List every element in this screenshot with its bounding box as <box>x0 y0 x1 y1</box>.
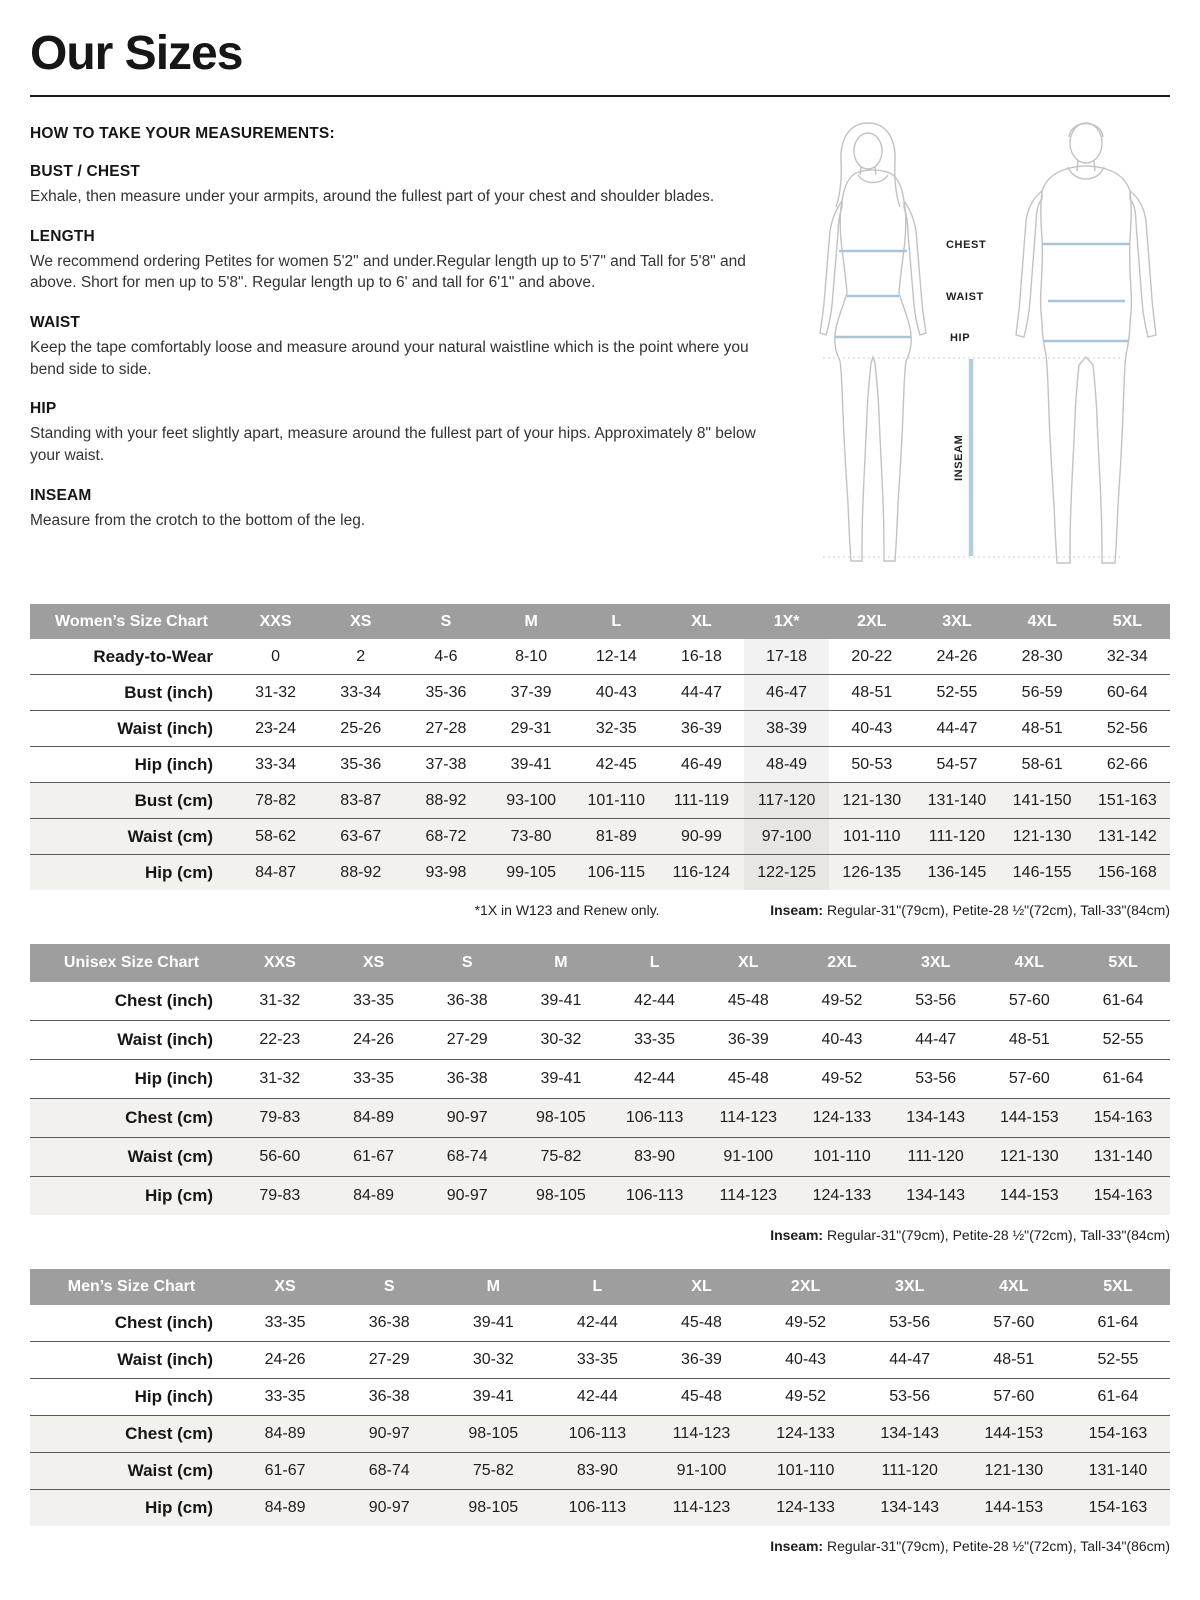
size-cell: 98-105 <box>514 1099 608 1138</box>
size-cell: 101-110 <box>754 1453 858 1490</box>
size-cell: 33-35 <box>327 1060 421 1099</box>
size-cell: 39-41 <box>441 1379 545 1416</box>
size-cell: 98-105 <box>441 1416 545 1453</box>
size-cell: 79-83 <box>233 1099 327 1138</box>
table-row <box>30 639 1170 675</box>
size-cell: 84-89 <box>327 1099 421 1138</box>
size-cell: 4-6 <box>434 647 458 665</box>
size-cell: 61-67 <box>327 1138 421 1177</box>
column-header-4xl: 4XL <box>962 1269 1066 1305</box>
size-cell: 45-48 <box>727 992 769 1009</box>
mens-size-chart-section <box>30 1269 1170 1554</box>
size-cell: 134-143 <box>889 1099 983 1138</box>
size-cell: 37-38 <box>403 747 488 783</box>
size-cell: 32-34 <box>1106 647 1148 665</box>
size-cell: 134-143 <box>858 1416 962 1453</box>
size-cell: 154-163 <box>1076 1177 1170 1216</box>
table-row <box>30 1177 1170 1216</box>
size-cell: 45-48 <box>701 1060 795 1099</box>
size-cell: 146-155 <box>1000 855 1085 891</box>
size-cell: 49-52 <box>754 1379 858 1416</box>
size-cell: 44-47 <box>914 711 999 747</box>
column-header-xl: XL <box>659 604 744 639</box>
size-cell: 24-26 <box>327 1021 421 1060</box>
size-cell: 48-51 <box>829 675 914 711</box>
size-cell: 88-92 <box>403 783 488 819</box>
row-label: Chest (inch) <box>114 991 213 1010</box>
table-footnote <box>30 1227 1170 1243</box>
column-header-2xl: 2XL <box>754 1269 858 1305</box>
section-body-inseam: Measure from the crotch to the bottom of the leg. <box>30 511 366 529</box>
row-label: Hip (cm) <box>30 1177 233 1216</box>
size-cell: 68-72 <box>403 819 488 855</box>
size-cell: 48-51 <box>1000 711 1085 747</box>
table-row <box>30 1342 1170 1379</box>
column-header-xs: XS <box>327 944 421 982</box>
column-header-4xl: 4XL <box>1000 604 1085 639</box>
size-cell: 131-142 <box>1085 819 1170 855</box>
size-cell: 61-64 <box>1066 1379 1170 1416</box>
section-body-bust-chest: Exhale, then measure under your armpits, around the fullest part of your chest and shoulder blades. <box>30 188 715 205</box>
size-cell: 16-18 <box>680 647 722 665</box>
column-header-s: S <box>420 944 514 982</box>
size-cell: 50-53 <box>829 747 914 783</box>
column-header-l: L <box>574 604 659 639</box>
size-cell: 122-125 <box>744 855 829 891</box>
size-cell: 151-163 <box>1085 783 1170 819</box>
row-label: Chest (cm) <box>30 1416 233 1453</box>
size-cell: 52-55 <box>914 675 999 711</box>
size-cell: 83-87 <box>318 783 403 819</box>
size-cell: 106-113 <box>608 1177 702 1216</box>
column-header-xs: XS <box>233 1269 337 1305</box>
size-cell: 36-39 <box>649 1342 753 1379</box>
size-table <box>30 1269 1170 1526</box>
row-label: Hip (inch) <box>30 1379 233 1416</box>
size-cell: 24-26 <box>233 1342 337 1379</box>
size-cell: 45-48 <box>681 1314 722 1331</box>
column-header-3xl: 3XL <box>858 1269 962 1305</box>
chest-label: CHEST <box>946 239 987 251</box>
row-label: Waist (inch) <box>30 711 233 747</box>
hip-label: HIP <box>950 332 971 344</box>
size-cell: 63-67 <box>318 819 403 855</box>
table-row <box>30 819 1170 855</box>
size-cell: 57-60 <box>993 1314 1035 1331</box>
size-cell: 12-14 <box>595 647 637 665</box>
size-cell: 36-39 <box>659 711 744 747</box>
size-cell: 101-110 <box>795 1138 889 1177</box>
male-figure <box>1016 123 1156 563</box>
size-cell: 44-47 <box>889 1021 983 1060</box>
size-cell: 48-51 <box>983 1021 1077 1060</box>
row-label: Hip (inch) <box>30 747 233 783</box>
size-cell: 114-123 <box>649 1416 753 1453</box>
table-footnote <box>30 1538 1170 1554</box>
table-row <box>30 1490 1170 1527</box>
size-table <box>30 944 1170 1215</box>
size-cell: 33-35 <box>545 1342 649 1379</box>
size-cell: 61-64 <box>1097 1314 1139 1331</box>
table-row <box>30 1060 1170 1099</box>
size-cell: 131-140 <box>1066 1453 1170 1490</box>
size-cell: 101-110 <box>574 783 659 819</box>
size-cell: 31-32 <box>233 1060 327 1099</box>
size-cell: 144-153 <box>962 1416 1066 1453</box>
column-header-3xl: 3XL <box>914 604 999 639</box>
size-cell: 114-123 <box>701 1177 795 1216</box>
column-header-l: L <box>545 1269 649 1305</box>
table-row <box>30 1453 1170 1490</box>
size-cell: 0 <box>271 647 281 665</box>
footnote-note: *1X in W123 and Renew only. <box>474 902 660 918</box>
size-cell: 31-32 <box>233 675 318 711</box>
size-cell: 36-39 <box>701 1021 795 1060</box>
size-cell: 134-143 <box>858 1490 962 1527</box>
size-cell: 33-34 <box>318 675 403 711</box>
size-cell: 111-119 <box>659 783 744 819</box>
size-cell: 154-163 <box>1066 1490 1170 1527</box>
size-cell: 126-135 <box>829 855 914 891</box>
size-cell: 49-52 <box>785 1314 827 1331</box>
row-label: Waist (cm) <box>30 1453 233 1490</box>
female-figure <box>820 123 926 561</box>
size-cell: 98-105 <box>441 1490 545 1527</box>
table-footnote <box>30 902 1170 918</box>
row-label: Hip (cm) <box>30 855 233 891</box>
size-cell: 156-168 <box>1085 855 1170 891</box>
row-label: Chest (cm) <box>30 1099 233 1138</box>
size-cell: 83-90 <box>608 1138 702 1177</box>
size-cell: 111-120 <box>889 1138 983 1177</box>
size-cell: 53-56 <box>889 1314 931 1331</box>
size-cell: 54-57 <box>914 747 999 783</box>
size-cell: 56-60 <box>233 1138 327 1177</box>
size-cell: 91-100 <box>701 1138 795 1177</box>
row-label: Hip (inch) <box>30 1060 233 1099</box>
size-cell: 40-43 <box>574 675 659 711</box>
table-row <box>30 855 1170 891</box>
size-cell: 114-123 <box>701 1099 795 1138</box>
column-header-xl: XL <box>649 1269 753 1305</box>
size-cell: 106-113 <box>545 1490 649 1527</box>
size-cell: 121-130 <box>962 1453 1066 1490</box>
section-heading-inseam: INSEAM <box>30 486 92 504</box>
column-header-xxs: XXS <box>233 944 327 982</box>
size-cell: 33-35 <box>608 1021 702 1060</box>
size-cell: 121-130 <box>829 783 914 819</box>
size-cell: 40-43 <box>829 711 914 747</box>
table-title: Women’s Size Chart <box>30 604 233 639</box>
womens-size-chart-section <box>30 604 1170 918</box>
size-cell: 23-24 <box>233 711 318 747</box>
size-cell: 32-35 <box>574 711 659 747</box>
table-row <box>30 1138 1170 1177</box>
size-cell: 61-64 <box>1076 1060 1170 1099</box>
size-cell: 58-62 <box>233 819 318 855</box>
size-cell: 84-89 <box>233 1490 337 1527</box>
size-cell: 141-150 <box>1000 783 1085 819</box>
size-cell: 52-55 <box>1076 1021 1170 1060</box>
size-cell: 20-22 <box>851 647 893 665</box>
column-header-m: M <box>514 944 608 982</box>
section-body-hip: Standing with your feet slightly apart, measure around the fullest part of your hips. Approximately 8" below your waist. <box>30 425 756 465</box>
size-cell: 90-97 <box>337 1416 441 1453</box>
size-cell: 27-29 <box>420 1021 514 1060</box>
size-cell: 57-60 <box>983 1060 1077 1099</box>
column-header-5xl: 5XL <box>1066 1269 1170 1305</box>
size-cell: 42-44 <box>576 1314 618 1331</box>
unisex-size-chart-section <box>30 944 1170 1243</box>
size-cell: 42-44 <box>634 992 676 1009</box>
size-cell: 46-49 <box>659 747 744 783</box>
row-label: Ready-to-Wear <box>93 646 213 666</box>
size-cell: 53-56 <box>915 992 957 1009</box>
waist-label: WAIST <box>946 291 984 303</box>
size-cell: 40-43 <box>795 1021 889 1060</box>
size-cell: 106-115 <box>574 855 659 891</box>
size-cell: 144-153 <box>983 1099 1077 1138</box>
section-heading-bust-chest: BUST / CHEST <box>30 163 141 180</box>
table-row <box>30 1099 1170 1138</box>
column-header-m: M <box>489 604 574 639</box>
size-cell: 31-32 <box>259 992 301 1009</box>
table-row <box>30 783 1170 819</box>
size-cell: 124-133 <box>754 1416 858 1453</box>
size-cell: 134-143 <box>889 1177 983 1216</box>
size-cell: 68-74 <box>337 1453 441 1490</box>
table-row <box>30 1305 1170 1342</box>
body-measurement-diagram <box>778 113 1170 578</box>
size-cell: 30-32 <box>514 1021 608 1060</box>
size-cell: 42-44 <box>545 1379 649 1416</box>
measurement-guide <box>30 119 1170 578</box>
inseam-footnote: Inseam: Regular-31"(79cm), Petite-28 ½"(72cm), Tall-33"(84cm) <box>770 902 1170 918</box>
size-cell: 84-87 <box>233 855 318 891</box>
size-cell: 131-140 <box>914 783 999 819</box>
row-label: Waist (cm) <box>30 1138 233 1177</box>
column-header-s: S <box>403 604 488 639</box>
size-cell: 57-60 <box>1008 992 1050 1009</box>
size-cell: 144-153 <box>983 1177 1077 1216</box>
section-body-length: We recommend ordering Petites for women 5'2" and under.Regular length up to 5'7" and Tall for 5'8" and above. Short for men up to 5'8". Regular length up to 6' and tall for 6'1" and above. <box>30 252 746 292</box>
column-header-3xl: 3XL <box>889 944 983 982</box>
size-cell: 131-140 <box>1076 1138 1170 1177</box>
size-cell: 49-52 <box>795 1060 889 1099</box>
size-cell: 40-43 <box>754 1342 858 1379</box>
size-cell: 33-34 <box>233 747 318 783</box>
size-cell: 117-120 <box>744 783 829 819</box>
size-cell: 27-29 <box>337 1342 441 1379</box>
size-cell: 33-35 <box>264 1314 306 1331</box>
table-row <box>30 1021 1170 1060</box>
size-cell: 98-105 <box>514 1177 608 1216</box>
table-title: Men’s Size Chart <box>30 1269 233 1305</box>
size-cell: 48-51 <box>962 1342 1066 1379</box>
size-cell: 78-82 <box>233 783 318 819</box>
row-label: Waist (inch) <box>30 1021 233 1060</box>
size-cell: 57-60 <box>962 1379 1066 1416</box>
size-cell: 83-90 <box>545 1453 649 1490</box>
size-cell: 33-35 <box>233 1379 337 1416</box>
size-cell: 90-97 <box>420 1099 514 1138</box>
size-cell: 45-48 <box>649 1379 753 1416</box>
size-cell: 90-97 <box>337 1490 441 1527</box>
column-header-xs: XS <box>318 604 403 639</box>
size-cell: 25-26 <box>318 711 403 747</box>
size-cell: 35-36 <box>318 747 403 783</box>
size-cell: 46-47 <box>744 675 829 711</box>
size-cell: 33-35 <box>353 992 394 1009</box>
size-cell: 97-100 <box>744 819 829 855</box>
size-cell: 101-110 <box>829 819 914 855</box>
size-cell: 81-89 <box>574 819 659 855</box>
size-cell: 99-105 <box>489 855 574 891</box>
size-cell: 111-120 <box>914 819 999 855</box>
size-cell: 61-67 <box>233 1453 337 1490</box>
size-cell: 39-41 <box>489 747 574 783</box>
column-header-2xl: 2XL <box>795 944 889 982</box>
size-cell: 44-47 <box>659 675 744 711</box>
column-header-xl: XL <box>701 944 795 982</box>
section-body-waist: Keep the tape comfortably loose and measure around your natural waistline which is the point where you bend side to side. <box>30 339 749 378</box>
size-cell: 53-56 <box>858 1379 962 1416</box>
size-cell: 121-130 <box>1000 819 1085 855</box>
row-label: Waist (inch) <box>30 1342 233 1379</box>
size-cell: 124-133 <box>795 1177 889 1216</box>
inseam-label: INSEAM <box>953 434 965 481</box>
size-cell: 93-100 <box>489 783 574 819</box>
size-cell: 88-92 <box>318 855 403 891</box>
size-cell: 84-89 <box>233 1416 337 1453</box>
section-heading-hip: HIP <box>30 400 57 418</box>
size-cell: 124-133 <box>754 1490 858 1527</box>
column-header-1x: 1X* <box>744 604 829 639</box>
size-cell: 27-28 <box>403 711 488 747</box>
size-cell: 75-82 <box>514 1138 608 1177</box>
size-cell: 93-98 <box>403 855 488 891</box>
title-divider <box>30 95 1170 97</box>
column-header-l: L <box>608 944 702 982</box>
page-title: Our Sizes <box>30 27 243 80</box>
size-cell: 116-124 <box>659 855 744 891</box>
row-label: Bust (inch) <box>30 675 233 711</box>
inseam-footnote: Inseam: Regular-31"(79cm), Petite-28 ½"(72cm), Tall-34"(86cm) <box>770 1538 1170 1554</box>
table-row <box>30 1379 1170 1416</box>
size-cell: 121-130 <box>983 1138 1077 1177</box>
size-cell: 36-38 <box>337 1379 441 1416</box>
size-cell: 154-163 <box>1076 1099 1170 1138</box>
size-cell: 38-39 <box>744 711 829 747</box>
size-cell: 24-26 <box>936 647 978 665</box>
section-heading-length: LENGTH <box>30 227 95 245</box>
table-row <box>30 675 1170 711</box>
row-label: Hip (cm) <box>30 1490 233 1527</box>
size-cell: 91-100 <box>649 1453 753 1490</box>
size-cell: 136-145 <box>914 855 999 891</box>
column-header-5xl: 5XL <box>1085 604 1170 639</box>
size-cell: 90-97 <box>420 1177 514 1216</box>
table-row <box>30 1416 1170 1453</box>
column-header-xxs: XXS <box>233 604 318 639</box>
size-table <box>30 604 1170 890</box>
size-cell: 84-89 <box>327 1177 421 1216</box>
size-cell: 36-38 <box>368 1314 410 1331</box>
size-cell: 53-56 <box>889 1060 983 1099</box>
size-cell: 62-66 <box>1085 747 1170 783</box>
measurement-figure-illustration <box>775 113 1170 578</box>
size-cell: 39-41 <box>540 992 582 1009</box>
column-header-5xl: 5XL <box>1076 944 1170 982</box>
size-cell: 17-18 <box>744 639 829 675</box>
size-cell: 124-133 <box>795 1099 889 1138</box>
size-cell: 73-80 <box>489 819 574 855</box>
size-cell: 56-59 <box>1000 675 1085 711</box>
size-cell: 106-113 <box>545 1416 649 1453</box>
size-cell: 106-113 <box>608 1099 702 1138</box>
size-cell: 35-36 <box>403 675 488 711</box>
how-to-heading: HOW TO TAKE YOUR MEASUREMENTS: <box>30 125 335 142</box>
size-cell: 42-44 <box>608 1060 702 1099</box>
size-cell: 52-56 <box>1085 711 1170 747</box>
size-cell: 8-10 <box>515 647 548 665</box>
size-cell: 39-41 <box>472 1314 514 1331</box>
size-cell: 60-64 <box>1085 675 1170 711</box>
size-cell: 2 <box>356 647 366 665</box>
column-header-2xl: 2XL <box>829 604 914 639</box>
table-row <box>30 711 1170 747</box>
size-cell: 52-55 <box>1066 1342 1170 1379</box>
size-cell: 111-120 <box>858 1453 962 1490</box>
row-label: Chest (inch) <box>114 1313 213 1332</box>
size-cell: 36-38 <box>420 1060 514 1099</box>
size-cell: 36-38 <box>446 992 488 1009</box>
size-cell: 42-45 <box>574 747 659 783</box>
inseam-footnote: Inseam: Regular-31"(79cm), Petite-28 ½"(72cm), Tall-33"(84cm) <box>770 1227 1170 1243</box>
size-cell: 44-47 <box>858 1342 962 1379</box>
table-row <box>30 747 1170 783</box>
table-row <box>30 982 1170 1021</box>
size-cell: 22-23 <box>233 1021 327 1060</box>
size-cell: 48-49 <box>744 747 829 783</box>
size-cell: 79-83 <box>233 1177 327 1216</box>
size-cell: 58-61 <box>1000 747 1085 783</box>
column-header-4xl: 4XL <box>983 944 1077 982</box>
size-cell: 154-163 <box>1066 1416 1170 1453</box>
column-header-m: M <box>441 1269 545 1305</box>
size-cell: 29-31 <box>489 711 574 747</box>
table-title: Unisex Size Chart <box>30 944 233 982</box>
row-label: Bust (cm) <box>30 783 233 819</box>
column-header-s: S <box>337 1269 441 1305</box>
size-cell: 30-32 <box>441 1342 545 1379</box>
size-cell: 114-123 <box>649 1490 753 1527</box>
size-cell: 39-41 <box>514 1060 608 1099</box>
size-cell: 68-74 <box>420 1138 514 1177</box>
measurement-instructions <box>30 119 775 532</box>
size-cell: 37-39 <box>489 675 574 711</box>
row-label: Waist (cm) <box>30 819 233 855</box>
size-cell: 28-30 <box>1021 647 1063 665</box>
size-cell: 144-153 <box>962 1490 1066 1527</box>
size-cell: 90-99 <box>659 819 744 855</box>
size-cell: 61-64 <box>1102 992 1144 1009</box>
section-heading-waist: WAIST <box>30 314 81 332</box>
size-cell: 49-52 <box>821 992 863 1009</box>
size-cell: 75-82 <box>441 1453 545 1490</box>
